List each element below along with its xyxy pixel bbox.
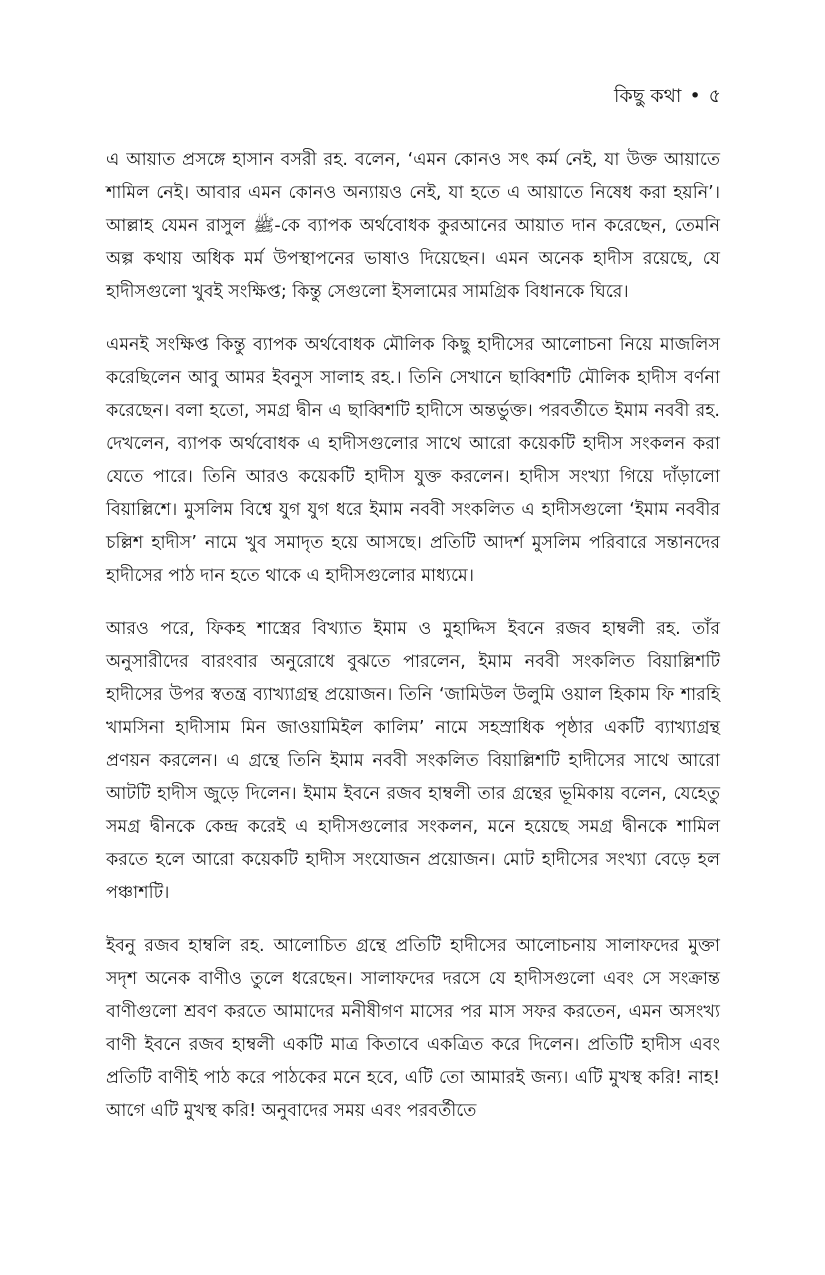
- running-header: [614, 84, 721, 108]
- paragraph-1: এ আয়াত প্রসঙ্গে হাসান বসরী রহ. বলেন, ‘এমন কোনও সৎ কর্ম নেই, যা উক্ত আয়াতে শামিল নেই। আবার এমন কোনও অন্যায়ও নেই, যা হতে এ আয়াতে নিষেধ করা হয়নি’। আল্লাহ যেমন রাসুল ﷺ-কে ব্যাপক অর্থবোধক কুরআনের আয়াত দান করেছেন, তেমনি অল্প কথায় অধিক মর্ম উপস্থাপনের ভাষাও দিয়েছেন। এমন অনেক হাদীস রয়েছে, যে হাদীসগুলো খুবই সংক্ষিপ্ত; কিন্তু সেগুলো ইসলামের সামগ্রিক বিধানকে ঘিরে।: [106, 150, 721, 302]
- header-separator: •: [689, 85, 701, 107]
- paragraph-3: আরও পরে, ফিকহ শাস্ত্রের বিখ্যাত ইমাম ও মুহাদ্দিস ইবনে রজব হাম্বলী রহ. তাঁর অনুসারীদের বারংবার অনুরোধে বুঝতে পারলেন, ইমাম নববী সংকলিত বিয়াল্লিশটি হাদীসের উপর স্বতন্ত্র ব্যাখ্যাগ্রন্থ প্রয়োজন। তিনি ‘জামিউল উলুমি ওয়াল হিকাম ফি শারহি খামসিনা হাদীসাম মিন জাওয়ামিইল কালিম’ নামে সহস্রাধিক পৃষ্ঠার একটি ব্যাখ্যাগ্রন্থ প্রণয়ন করলেন। এ গ্রন্থে তিনি ইমাম নববী সংকলিত বিয়াল্লিশটি হাদীসের সাথে আরো আটটি হাদীস জুড়ে দিলেন। ইমাম ইবনে রজব হাম্বলী তার গ্রন্থের ভূমিকায় বলেন, যেহেতু সমগ্র দ্বীনকে কেন্দ্র করেই এ হাদীসগুলোর সংকলন, মনে হয়েছে সমগ্র দ্বীনকে শামিল করতে হলে আরো কয়েকটি হাদীস সংযোজন প্রয়োজন। মোট হাদীসের সংখ্যা বেড়ে হল পঞ্চাশটি।: [106, 619, 720, 903]
- paragraph-2: এমনই সংক্ষিপ্ত কিন্তু ব্যাপক অর্থবোধক মৌলিক কিছু হাদীসের আলোচনা নিয়ে মাজলিস করেছিলেন আবু আমর ইবনুস সালাহ রহ.। তিনি সেখানে ছাব্বিশটি মৌলিক হাদীস বর্ণনা করেছেন। বলা হতো, সমগ্র দ্বীন এ ছাব্বিশটি হাদীসে অন্তর্ভুক্ত। পরবর্তীতে ইমাম নববী রহ. দেখলেন, ব্যাপক অর্থবোধক এ হাদীসগুলোর সাথে আরো কয়েকটি হাদীস সংকলন করা যেতে পারে। তিনি আরও কয়েকটি হাদীস যুক্ত করলেন। হাদীস সংখ্যা গিয়ে দাঁড়ালো বিয়াল্লিশে। মুসলিম বিশ্বে যুগ যুগ ধরে ইমাম নববী সংকলিত এ হাদীসগুলো ‘ইমাম নববীর চল্লিশ হাদীস’ নামে খুব সমাদৃত হয়ে আসছে। প্রতিটি আদর্শ মুসলিম পরিবারে সন্তানদের হাদীসের পাঠ দান হতে থাকে এ হাদীসগুলোর মাধ্যমে।: [106, 335, 720, 586]
- page-number: ৫: [708, 85, 721, 107]
- chapter-title: কিছু কথা: [614, 85, 682, 107]
- paragraph-4: ইবনু রজব হাম্বলি রহ. আলোচিত গ্রন্থে প্রতিটি হাদীসের আলোচনায় সালাফদের মুক্তা সদৃশ অনেক বাণীও তুলে ধরেছেন। সালাফদের দরসে যে হাদীসগুলো এবং সে সংক্রান্ত বাণীগুলো শ্রবণ করতে আমাদের মনীষীগণ মাসের পর মাস সফর করতেন, এমন অসংখ্য বাণী ইবনে রজব হাম্বলী একটি মাত্র কিতাবে একত্রিত করে দিলেন। প্রতিটি হাদীস এবং প্রতিটি বাণীই পাঠ করে পাঠকের মনে হবে, এটি তো আমারই জন্য। এটি মুখস্থ করি! নাহ! আগে এটি মুখস্থ করি! অনুবাদের সময় এবং পরবর্তীতে: [106, 936, 720, 1121]
- body-text: [106, 144, 720, 1148]
